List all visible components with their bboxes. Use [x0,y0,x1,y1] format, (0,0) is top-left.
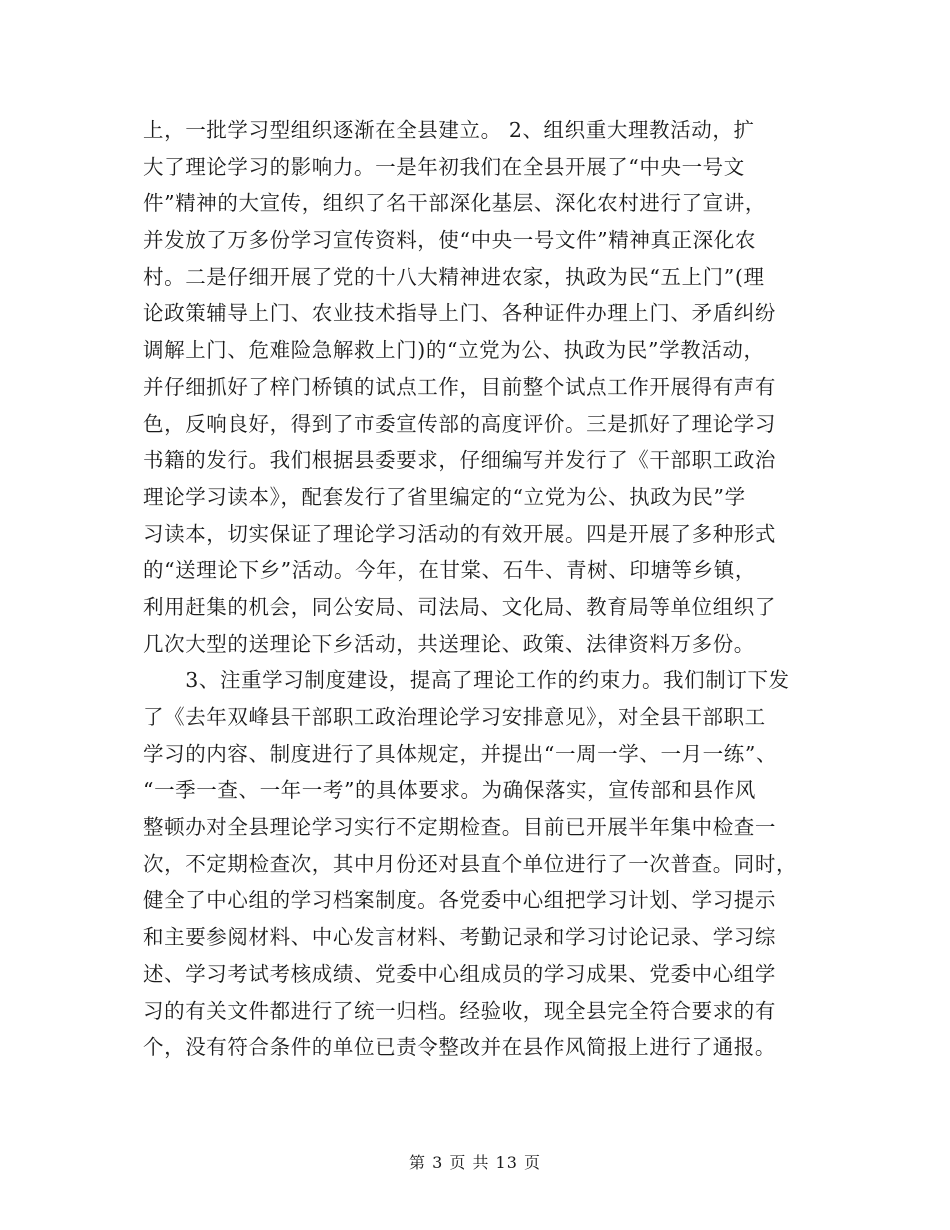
text-line: 个，没有符合条件的单位已责令整改并在县作风简报上进行了通报。 [143,1035,776,1060]
text-line: 理论学习读本》，配套发行了省里编定的“立党为公、执政为民”学 [143,484,746,509]
text-line: 件”精神的大宣传，组织了名干部深化基层、深化农村进行了宣讲， [143,191,766,216]
text-line: “一季一查、一年一考”的具体要求。为确保落实，宣传部和县作风 [143,778,756,803]
text-line: 调解上门、危难险急解救上门)的“立党为公、执政为民”学教活动， [143,338,765,363]
text-line: 大了理论学习的影响力。一是年初我们在全县开展了“中央一号文 [143,154,745,179]
text-line: 论政策辅导上门、农业技术指导上门、各种证件办理上门、矛盾纠纷 [143,301,776,326]
text-line: 的“送理论下乡”活动。今年，在甘棠、石牛、青树、印塘等乡镇， [143,558,756,583]
text-line: 和主要参阅材料、中心发言材料、考勤记录和学习讨论记录、学习综 [143,925,776,950]
text-line: 健全了中心组的学习档案制度。各党委中心组把学习计划、学习提示 [143,888,776,913]
text-line: 色，反响良好，得到了市委宣传部的高度评价。三是抓好了理论学习 [143,411,776,436]
text-line: 3、注重学习制度建设，提高了理论工作的约束力。我们制订下发 [143,668,790,693]
text-line: 整顿办对全县理论学习实行不定期检查。目前已开展半年集中检查一 [143,815,776,840]
text-line: 次，不定期检查次，其中月份还对县直个单位进行了一次普查。同时， [143,851,798,876]
text-line: 利用赶集的机会，同公安局、司法局、文化局、教育局等单位组织了 [143,594,776,619]
text-line: 学习的内容、制度进行了具体规定，并提出“一周一学、一月一练”、 [143,741,778,766]
text-line: 村。二是仔细开展了党的十八大精神进农家，执政为民“五上门”(理 [143,264,765,289]
text-line: 并发放了万多份学习宣传资料，使“中央一号文件”精神真正深化农 [143,228,756,253]
text-line: 并仔细抓好了梓门桥镇的试点工作，目前整个试点工作开展得有声有 [143,374,776,399]
text-line: 述、学习考试考核成绩、党委中心组成员的学习成果、党委中心组学 [143,961,776,986]
text-line: 习读本，切实保证了理论学习活动的有效开展。四是开展了多种形式 [143,521,776,546]
text-line: 几次大型的送理论下乡活动，共送理论、政策、法律资料万多份。 [143,631,755,656]
text-line: 上，一批学习型组织逐渐在全县建立。 2、组织重大理教活动，扩 [143,118,755,142]
text-line: 书籍的发行。我们根据县委要求，仔细编写并发行了《干部职工政治 [143,448,776,473]
text-line: 习的有关文件都进行了统一归档。经验收，现全县完全符合要求的有 [143,998,776,1023]
text-line: 了《去年双峰县干部职工政治理论学习安排意见》，对全县干部职工 [143,705,766,729]
body-text [143,112,803,1066]
page-number-label: 第 3 页 共 13 页 [409,1153,541,1172]
page-footer [0,1150,950,1173]
